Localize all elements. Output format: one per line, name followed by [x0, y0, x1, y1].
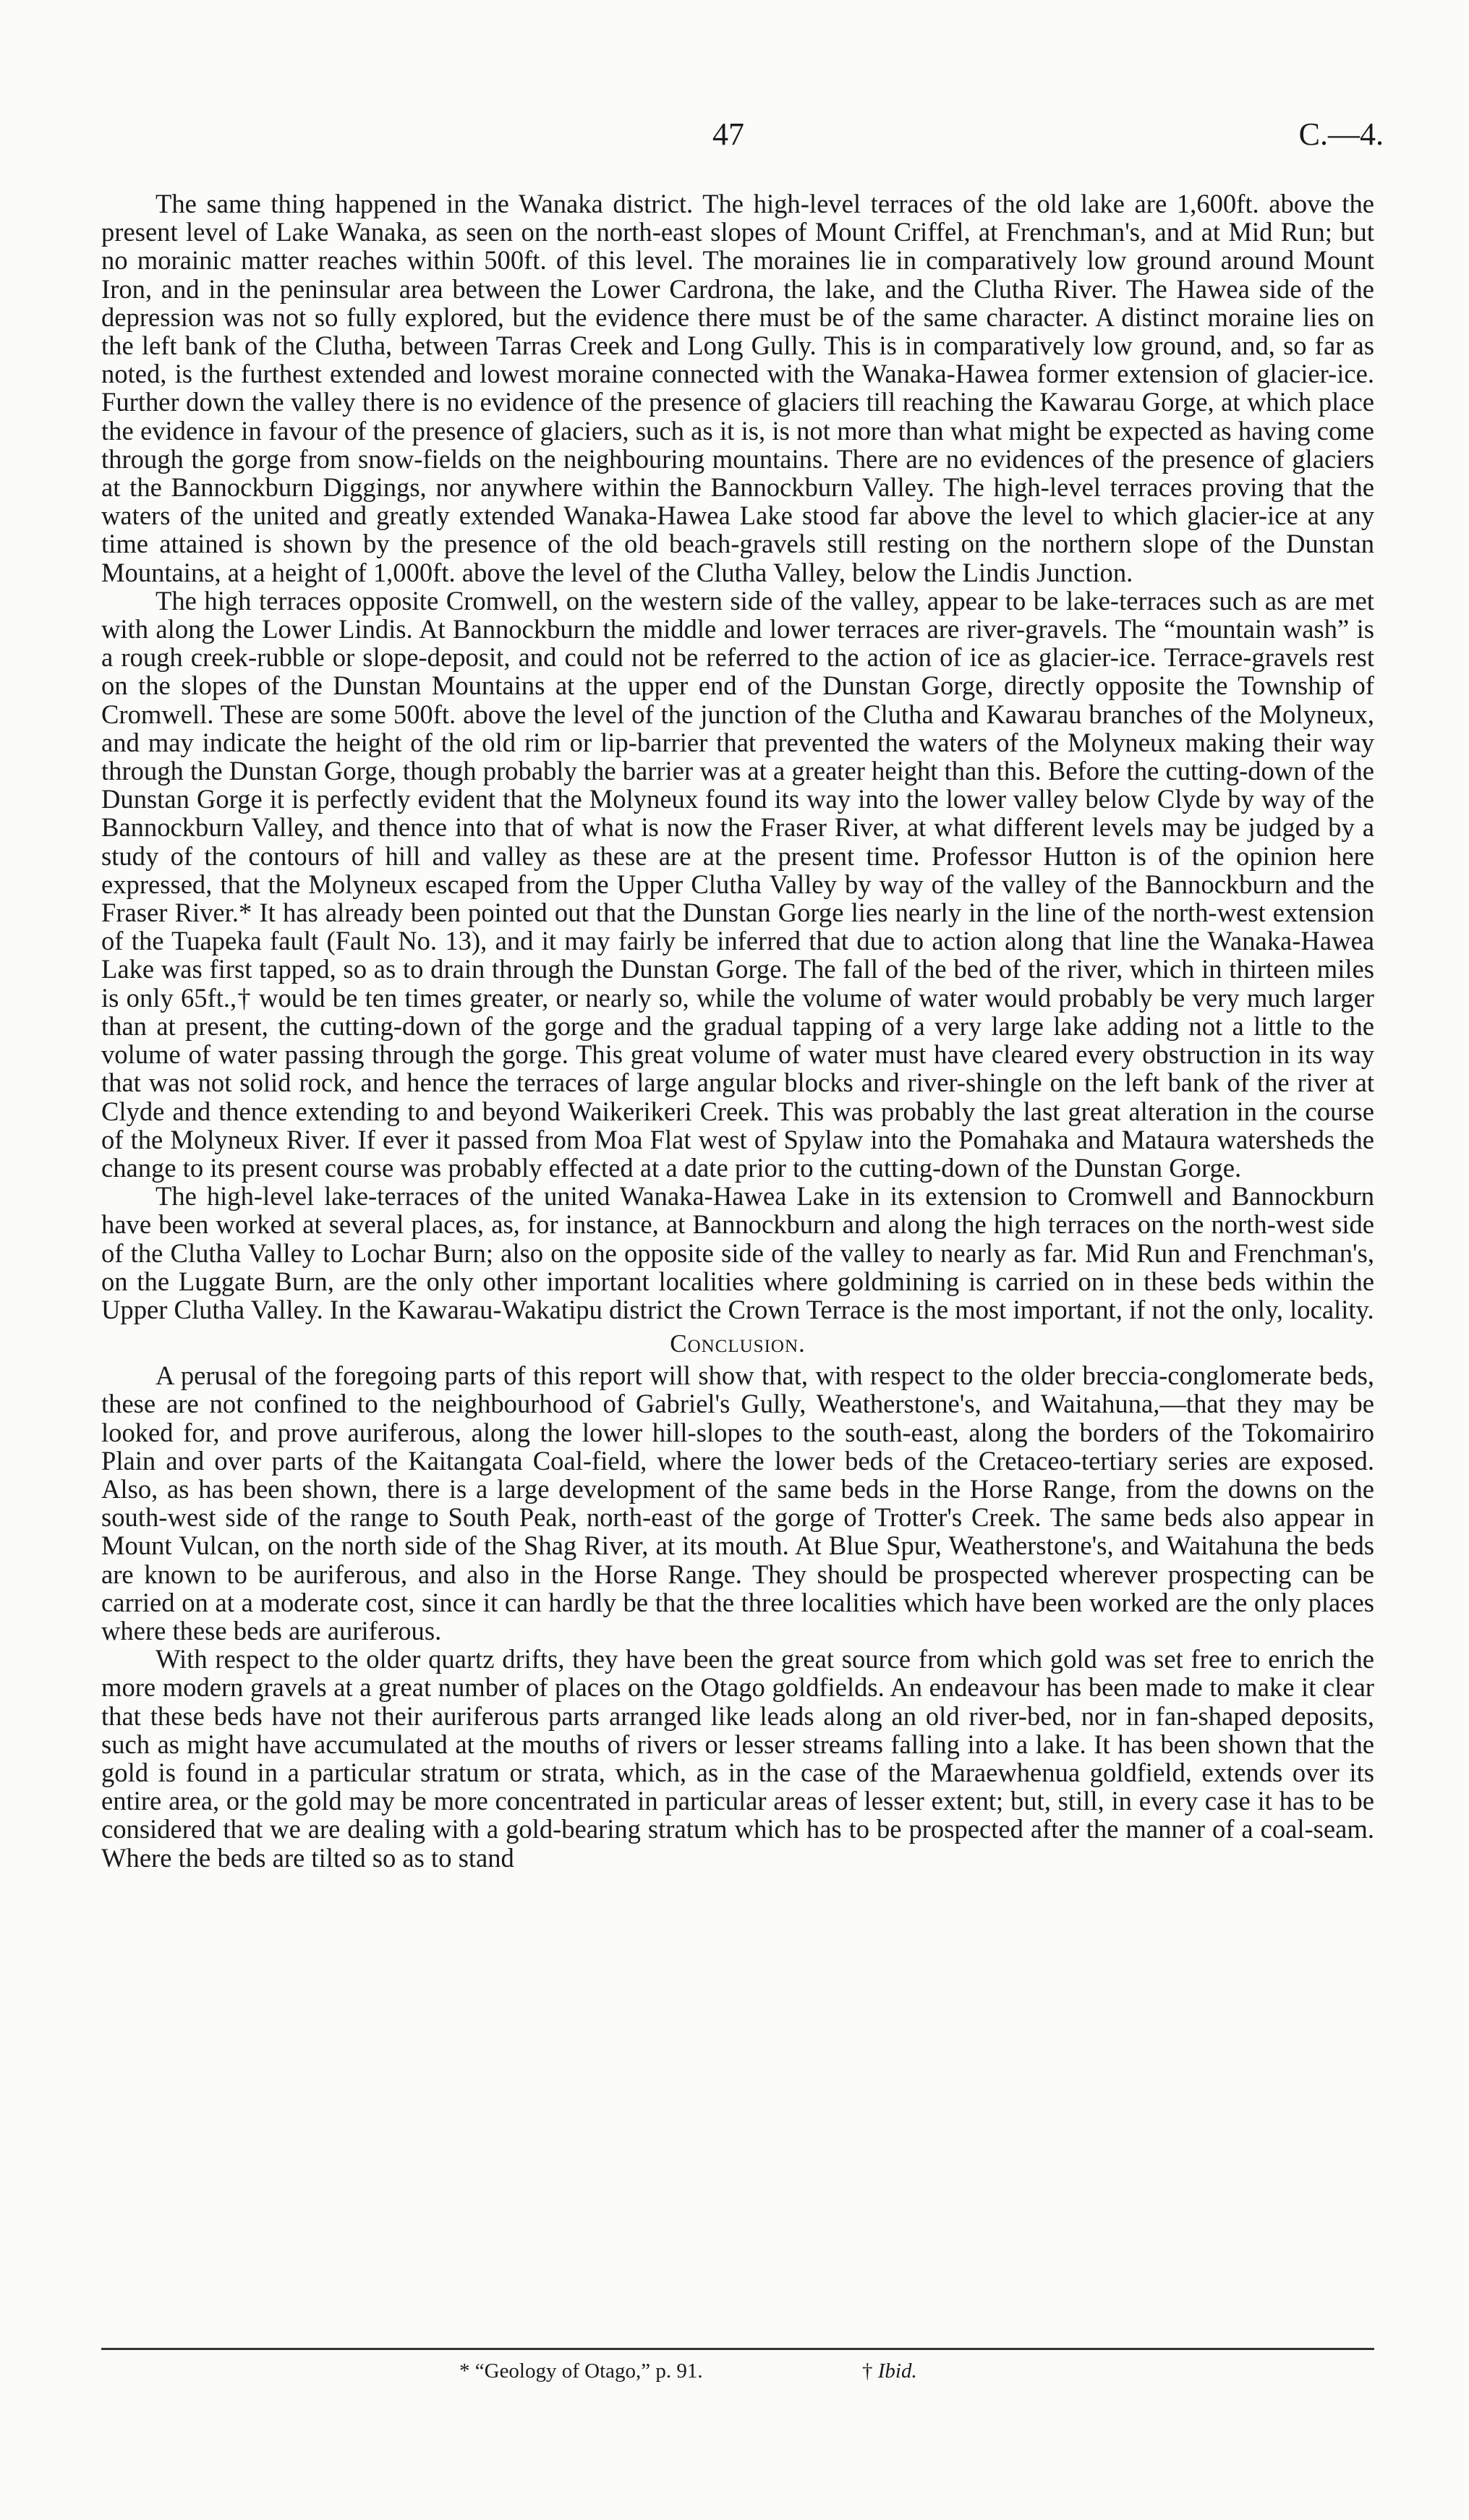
- footnote-divider: [101, 2348, 1374, 2350]
- paragraph-lake-terraces: The high-level lake-terraces of the united Wanaka-Hawea Lake in its extension to Cromwell and Bannockburn have been worked at several places, as, for instance, at Bannockburn and along the high terraces on the north-west side of the Clutha Valley to Lochar Burn; also on the opposite side of the valley to nearly as far. Mid Run and Frenchman's, on the Luggate Burn, are the only other important localities where goldmining is carried on in these beds within the Upper Clutha Valley. In the Kawarau-Wakatipu district the Crown Terrace is the most important, if not the only, locality.: [101, 1181, 1374, 1324]
- page-number: 47: [712, 116, 744, 152]
- document-reference: C.—4.: [1298, 116, 1384, 152]
- footnote-ibid-text: Ibid.: [877, 2359, 917, 2383]
- paragraph-breccia-conglomerate: A perusal of the foregoing parts of this report will show that, with respect to the older breccia-conglomerate beds, these are not confined to the neighbourhood of Gabriel's Gully, Weatherstone's, and Waitahuna,—that they may be looked for, and prove auriferous, along the lower hill-slopes to the south-east, along the borders of the Tokomairiro Plain and over parts of the Kaitangata Coal-field, where the lower beds of the Cretaceo-tertiary series are exposed. Also, as has been shown, there is a large development of the same beds in the Horse Range, from the downs on the south-west side of the range to South Peak, north-east of the gorge of Trotter's Creek. The same beds also appear in Mount Vulcan, on the north side of the Shag River, at its mouth. At Blue Spur, Weatherstone's, and Waitahuna the beds are known to be auriferous, and also in the Horse Range. They should be prospected wherever prospecting can be carried on at a moderate cost, since it can hardly be that the three localities which have been worked are the only places where these beds are auriferous.: [101, 1361, 1374, 1646]
- body-text: [101, 190, 1374, 1872]
- paragraph-wanaka-district: The same thing happened in the Wanaka district. The high-level terraces of the old lake are 1,600ft. above the present level of Lake Wanaka, as seen on the north-east slopes of Mount Criffel, at Frenchman's, and at Mid Run; but no morainic matter reaches within 500ft. of this level. The moraines lie in comparatively low ground around Mount Iron, and in the peninsular area between the Lower Cardrona, the lake, and the Clutha River. The Hawea side of the depression was not so fully explored, but the evidence there must be of the same character. A distinct moraine lies on the left bank of the Clutha, between Tarras Creek and Long Gully. This is in comparatively low ground, and, so far as noted, is the furthest extended and lowest moraine connected with the Wanaka-Hawea former extension of glacier-ice. Further down the valley there is no evidence of the presence of glaciers till reaching the Kawarau Gorge, at which place the evidence in favour of the presence of glaciers, such as it is, is not more than what might be expected as having come through the gorge from snow-fields on the neighbouring mountains. There are no evidences of the presence of glaciers at the Bannockburn Diggings, nor anywhere within the Bannockburn Valley. The high-level terraces proving that the waters of the united and greatly extended Wanaka-Hawea Lake stood far above the level to which glacier-ice at any time attained is shown by the presence of the old beach-gravels still resting on the northern slope of the Dunstan Mountains, at a height of 1,000ft. above the level of the Clutha Valley, below the Lindis Junction.: [101, 189, 1374, 587]
- page-header: [0, 108, 1469, 166]
- paragraph-cromwell-terraces: The high terraces opposite Cromwell, on the western side of the valley, appear to be lake-terraces such as are met with along the Lower Lindis. At Bannockburn the middle and lower terraces are river-gravels. The “mountain wash” is a rough creek-rubble or slope-deposit, and could not be referred to the action of ice as glacier-ice. Terrace-gravels rest on the slopes of the Dunstan Mountains at the upper end of the Dunstan Gorge, directly opposite the Township of Cromwell. These are some 500ft. above the level of the junction of the Clutha and Kawarau branches of the Molyneux, and may indicate the height of the old rim or lip-barrier that prevented the waters of the Molyneux making their way through the Dunstan Gorge, though probably the barrier was at a greater height than this. Before the cutting-down of the Dunstan Gorge it is perfectly evident that the Molyneux found its way into the lower valley below Clyde by way of the Bannockburn Valley, and thence into that of what is now the Fraser River, at what different levels may be judged by a study of the contours of hill and valley as these are at the present time. Professor Hutton is of the opinion here expressed, that the Molyneux escaped from the Upper Clutha Valley by way of the valley of the Bannockburn and the Fraser River.* It has already been pointed out that the Dunstan Gorge lies nearly in the line of the north-west extension of the Tuapeka fault (Fault No. 13), and it may fairly be inferred that due to action along that line the Wanaka-Hawea Lake was first tapped, so as to drain through the Dunstan Gorge. The fall of the bed of the river, which in thirteen miles is only 65ft.,† would be ten times greater, or nearly so, while the volume of water would probably be very much larger than at present, the cutting-down of the gorge and the gradual tapping of a very large lake adding not a little to the volume of water passing through the gorge. This great volume of water must have cleared every obstruction in its way that was not solid rock, and hence the terraces of large angular blocks and river-shingle on the left bank of the river at Clyde and thence extending to and beyond Waikerikeri Creek. This was probably the last great alteration in the course of the Molyneux River. If ever it passed from Moa Flat west of Spylaw into the Pomahaka and Mataura watersheds the change to its present course was probably effected at a date prior to the cutting-down of the Dunstan Gorge.: [101, 585, 1374, 1183]
- footnote-geology-of-otago: * “Geology of Otago,” p. 91.: [459, 2359, 703, 2383]
- footnote-dagger-mark: †: [862, 2359, 873, 2383]
- footnote-ibid: [862, 2359, 917, 2383]
- paragraph-quartz-drifts: With respect to the older quartz drifts, they have been the great source from which gold was set free to enrich the more modern gravels at a great number of places on the Otago goldfields. An endeavour has been made to make it clear that these beds have not their auriferous parts arranged like leads along an old river-bed, nor in fan-shaped deposits, such as might have accumulated at the mouths of rivers or lesser streams falling into a lake. It has been shown that the gold is found in a particular stratum or strata, which, as in the case of the Maraewhenua goldfield, extends over its entire area, or the gold may be more concentrated in particular areas of lesser extent; but, still, in every case it has to be considered that we are dealing with a gold-bearing stratum which has to be prospected after the manner of a coal-seam. Where the beds are tilted so as to stand: [101, 1644, 1374, 1873]
- section-heading-conclusion: Conclusion.: [670, 1329, 806, 1358]
